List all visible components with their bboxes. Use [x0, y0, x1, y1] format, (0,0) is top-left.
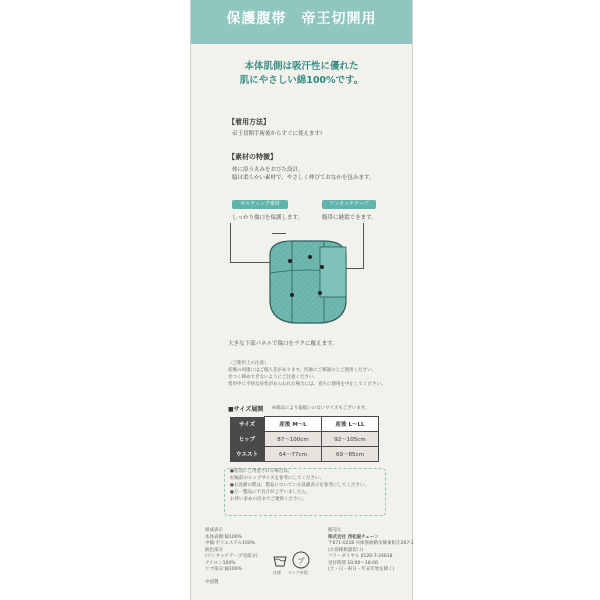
seller-line-7: (土・日・祝日・年末年始を除く) — [328, 567, 395, 572]
seller-line-1: 販売元 — [328, 528, 342, 533]
size-heading: ■サイズ展開 — [228, 406, 264, 413]
svg-text:プ: プ — [297, 557, 305, 565]
catch-line-2: 肌にやさしい綿100%です。 — [239, 75, 364, 86]
size-row-waist — [230, 447, 379, 462]
material-text — [232, 166, 374, 182]
size-col-2: 産後 L～LL — [322, 417, 379, 432]
size-note: ※商品により取扱いのないサイズもございます。 — [272, 406, 370, 411]
bottom-note-3: ●お洗濯の際は、製品についている洗濯表示を参考にしてください。 — [230, 483, 369, 488]
material-line-1: 体に添う丸みをおびた設計。 — [232, 167, 304, 173]
bottom-notes — [230, 468, 369, 503]
composition-label — [205, 528, 258, 587]
notes-line-1: 産後の回復にはご個人差があります。医師にご相談の上ご使用ください。 — [228, 368, 377, 373]
quilting-text: しっかり傷口を保護します。 — [232, 215, 304, 221]
belly-band-illustration — [262, 233, 352, 333]
size-header-row — [230, 417, 379, 432]
size-table — [230, 416, 379, 462]
product-title: 保護腹帯 帝王切開用 — [226, 11, 377, 27]
bottom-note-5: お買い求めの店までご連絡ください。 — [230, 497, 307, 502]
comp-line-6: ナイロン100% — [205, 560, 236, 566]
size-row-1-v2: 69～85cm — [322, 447, 379, 462]
bottom-note-1: ●産前にご用意される場合は、 — [230, 469, 293, 474]
comp-line-5: (ワンタッチテープ受部分) — [205, 554, 258, 559]
size-row-0-label: ヒップ — [230, 432, 265, 447]
notes-heading: 〈ご使用上の注意〉 — [228, 361, 269, 366]
mark2-label: ワック外袋 — [288, 570, 308, 575]
comp-line-2: 本体表側:綿100% — [205, 534, 242, 540]
size-row-0-v1: 87～100cm — [265, 432, 322, 447]
leader-line-left — [230, 223, 231, 263]
notes-line-3: 着用中に不快な症状があらわれた場合には、直ちに使用を中止してください。 — [228, 382, 386, 387]
size-row-0-v2: 92～105cm — [322, 432, 379, 447]
comp-line-4: 肌色部分 — [205, 547, 223, 553]
seller-line-3: 〒671-0218 兵庫県姫路市飾東町庄267-1 — [328, 541, 414, 546]
panel-text: 大きな下部パネルで傷口をラクに覆えます。 — [228, 341, 338, 347]
usage-text: 帝王切開手術後からすぐに使えます! — [232, 131, 323, 137]
material-line-2: 脇は柔らかい素材で、やさしく伸びておなかを包みます。 — [232, 175, 375, 181]
tape-text: 腹帯に縫裂できます。 — [322, 215, 377, 221]
comp-line-3: 中綿:ポリエステル100% — [205, 541, 255, 546]
comp-line-1: 組成表示 — [205, 528, 223, 533]
tape-tag: ワンタッチテープ — [322, 200, 376, 209]
bottom-note-4: ●万一製品に不具合がございましたら、 — [230, 490, 311, 495]
catch-copy — [191, 60, 412, 88]
seller-line-6: 受付時間 10:00～18:00 — [328, 560, 378, 566]
comp-line-7: リブ部分:綿100% — [205, 567, 242, 572]
size-col-0: サイズ — [230, 417, 265, 432]
size-col-1: 産後 M～L — [265, 417, 322, 432]
seller-line-5: フリーダイヤル 0120-7-24618 — [328, 554, 393, 559]
material-heading: 【素材の特徴】 — [228, 153, 277, 161]
wash-tub-icon — [272, 552, 288, 568]
seller-line-2: 株式会社 西松屋チェーン — [328, 534, 379, 540]
notes-line-2: きつく締めすぎないようにご注意ください。 — [228, 375, 318, 380]
bottom-note-2: 妊娠前のヒップサイズを参考にしてください。 — [230, 476, 325, 481]
size-row-1-v1: 64～77cm — [265, 447, 322, 462]
catch-line-1: 本体肌側は吸汗性に優れた — [244, 61, 359, 72]
size-row-hip — [230, 432, 379, 447]
seller-info — [328, 528, 414, 574]
comp-line-9: 中国製 — [205, 580, 219, 585]
quilting-tag: キルティング素材 — [232, 200, 288, 209]
seller-line-4: (お客様相談窓口) — [328, 547, 364, 553]
usage-notes — [228, 360, 386, 388]
mark1-label: 仕様 — [273, 570, 281, 575]
leader-line-right — [363, 223, 364, 268]
recycle-mark-icon — [291, 550, 311, 570]
size-row-1-label: ウエスト — [230, 447, 265, 462]
usage-heading: 【着用方法】 — [228, 118, 270, 126]
